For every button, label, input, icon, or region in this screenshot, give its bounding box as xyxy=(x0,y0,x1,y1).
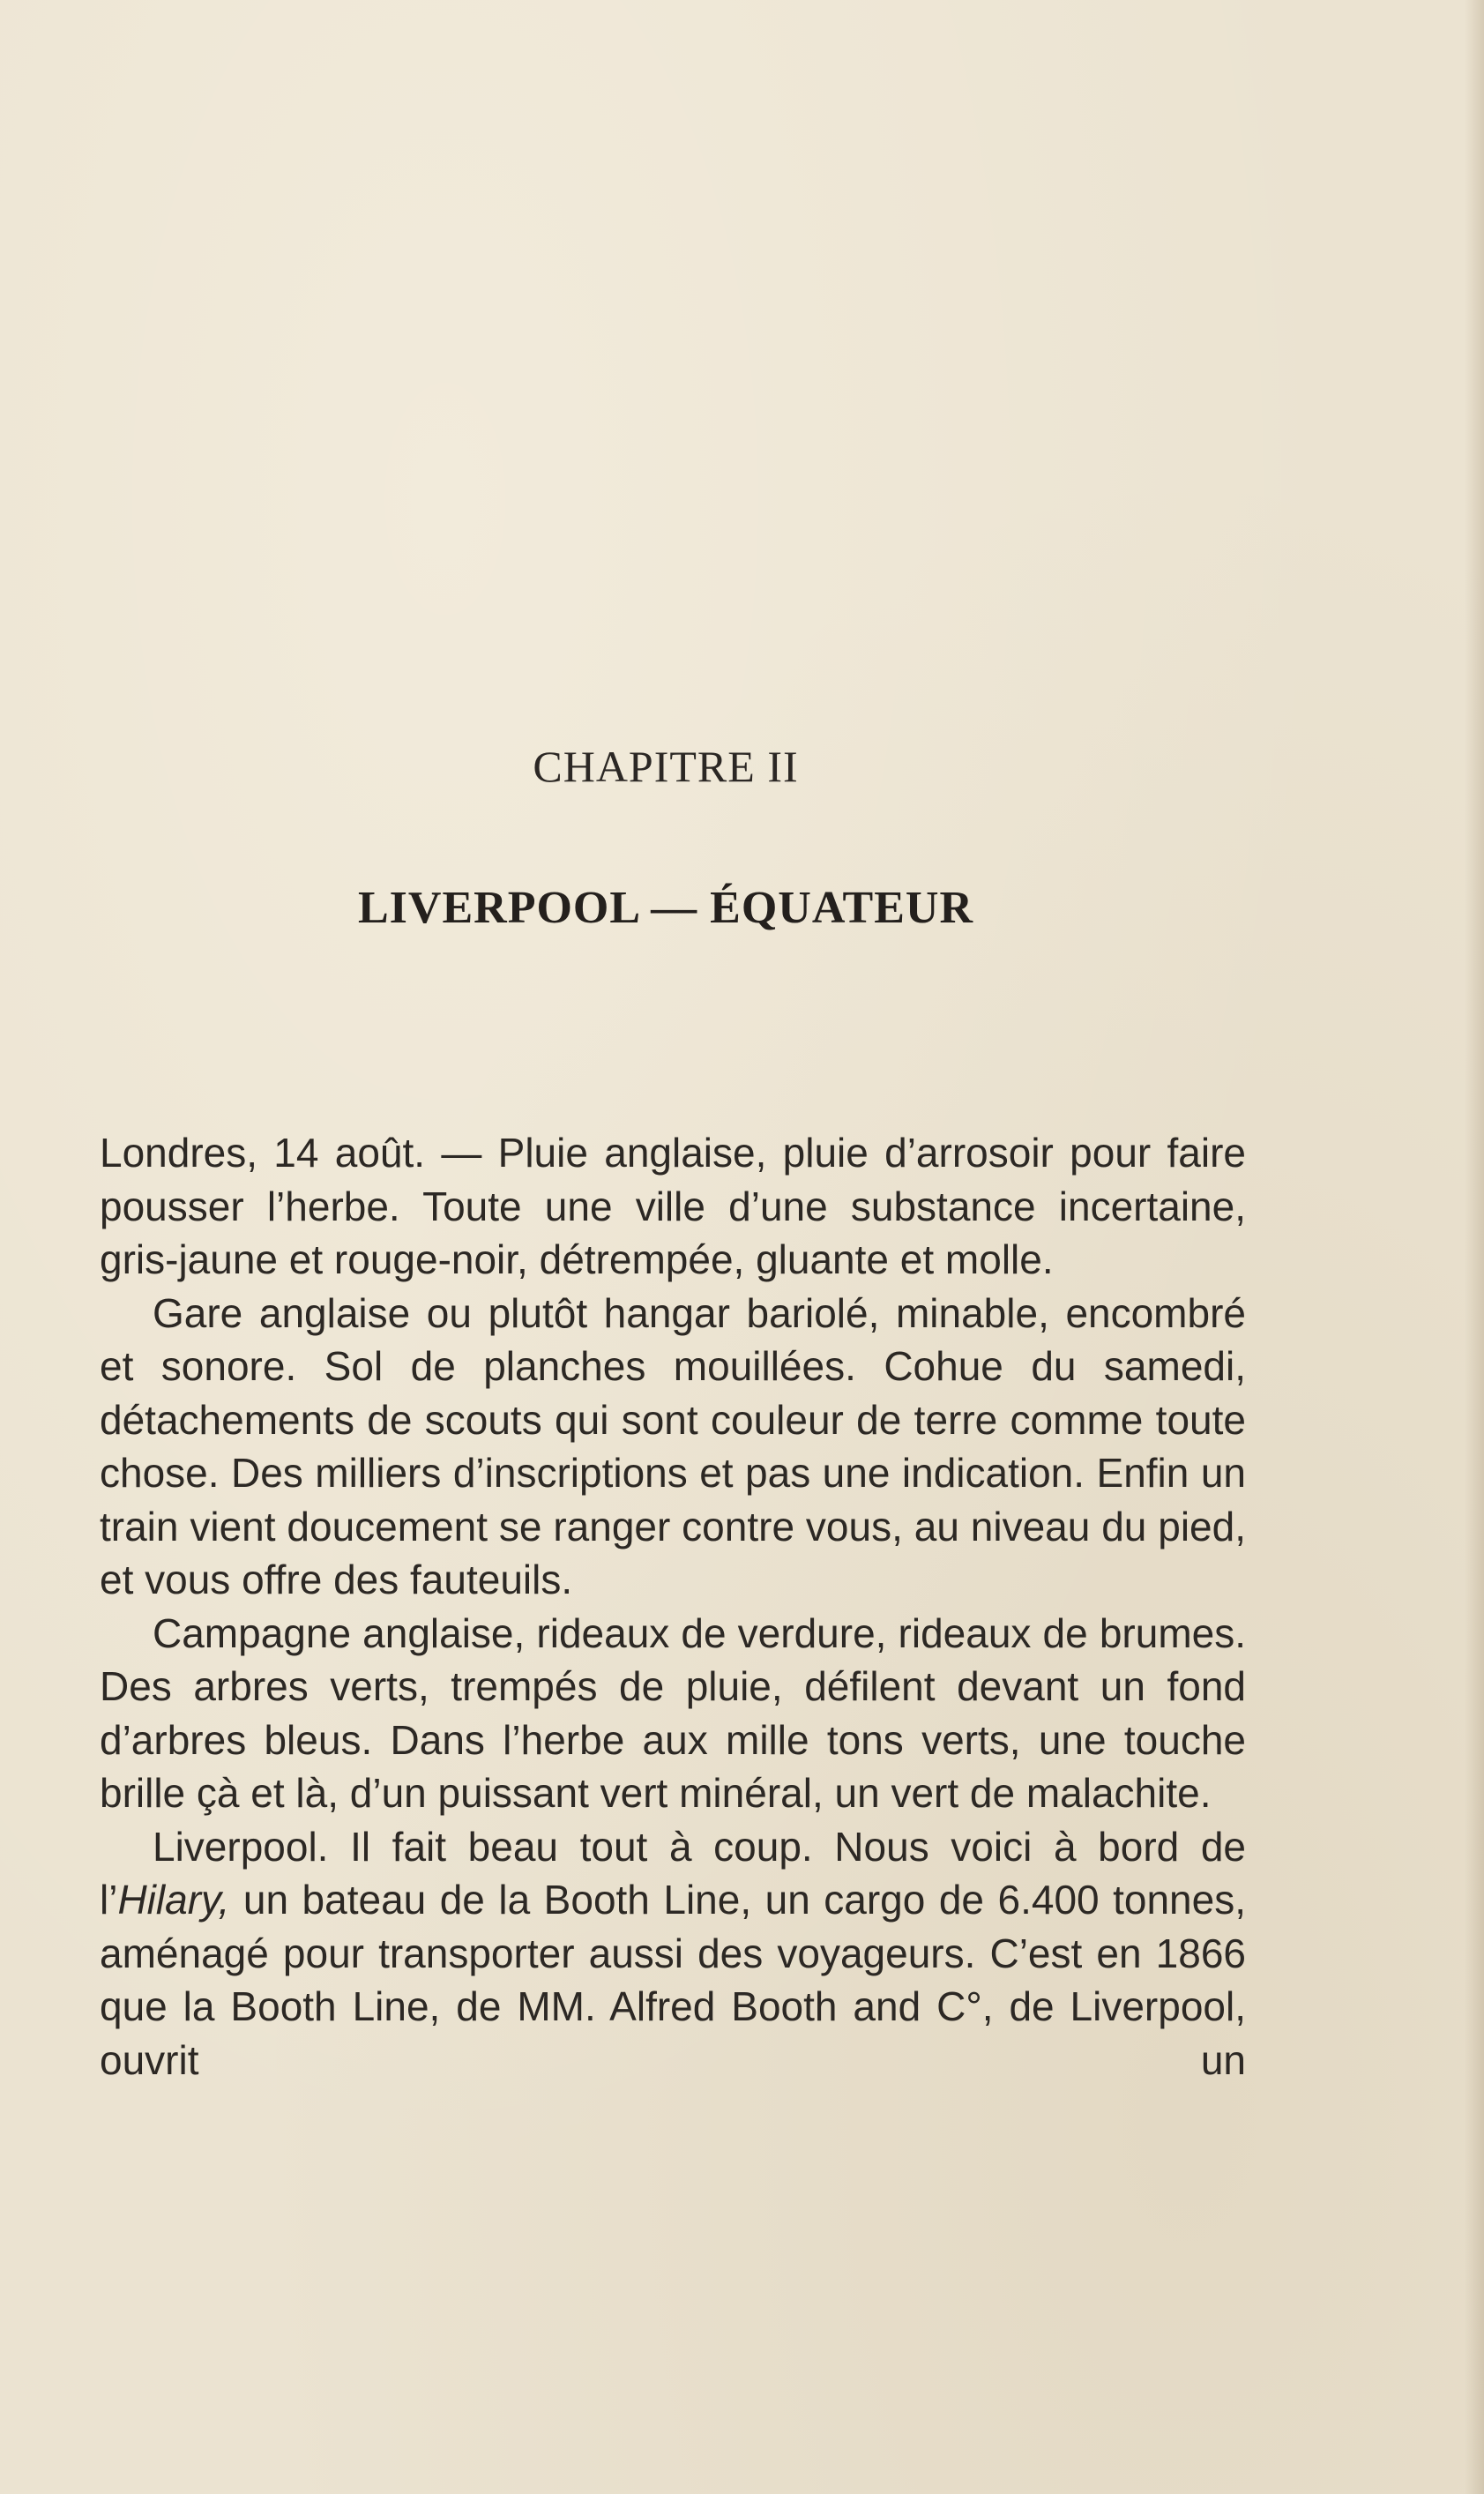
ship-name-hilary: Hilary, xyxy=(117,1877,230,1923)
paragraph-campagne: Campagne anglaise, rideaux de verdure, rideaux de brumes. Des arbres verts, trempés de pluie, défilent devant un fond d’arbres bleus. Dans l’herbe aux mille tons verts, une touche brille çà et là, d’un puissant vert minéral, un vert de malachite. xyxy=(100,1609,1246,1816)
paragraph-londres: Londres, 14 août. — Pluie anglaise, pluie d’arrosoir pour faire pousser l’herbe. Toute une ville d’une substance incertaine, gris-jaune et rouge-noir, détrempée, gluante et molle. xyxy=(100,1130,1246,1282)
paragraph-liverpool-end: un bateau de la Booth Line, un cargo de 6.400 tonnes, aménagé pour transporter aussi des voyageurs. C’est en 1866 que la Booth Line, de MM. Alfred Booth and C°, de Liverpool, ouvrit un xyxy=(100,1877,1246,2083)
paragraph-liverpool-start: Liverpool. Il fait beau tout à coup. Nous voici à bord de l’ xyxy=(100,1823,1246,1923)
paragraph-gare: Gare anglaise ou plutôt hangar bariolé, minable, encombré et sonore. Sol de planches mouillées. Cohue du samedi, détachements de scouts qui sont couleur de terre comme toute chose. Des milliers d’inscriptions et pas une indication. Enfin un train vient doucement se ranger contre vous, au niveau du pied, et vous offre des fauteuils. xyxy=(100,1289,1246,1602)
page-edge-shadow xyxy=(1465,0,1484,2494)
chapter-body xyxy=(100,1126,1246,2087)
paragraph-liverpool xyxy=(100,1820,1246,2087)
chapter-title: LIVERPOOL — ÉQUATEUR xyxy=(357,883,974,933)
chapter-number: CHAPITRE II xyxy=(533,742,799,791)
